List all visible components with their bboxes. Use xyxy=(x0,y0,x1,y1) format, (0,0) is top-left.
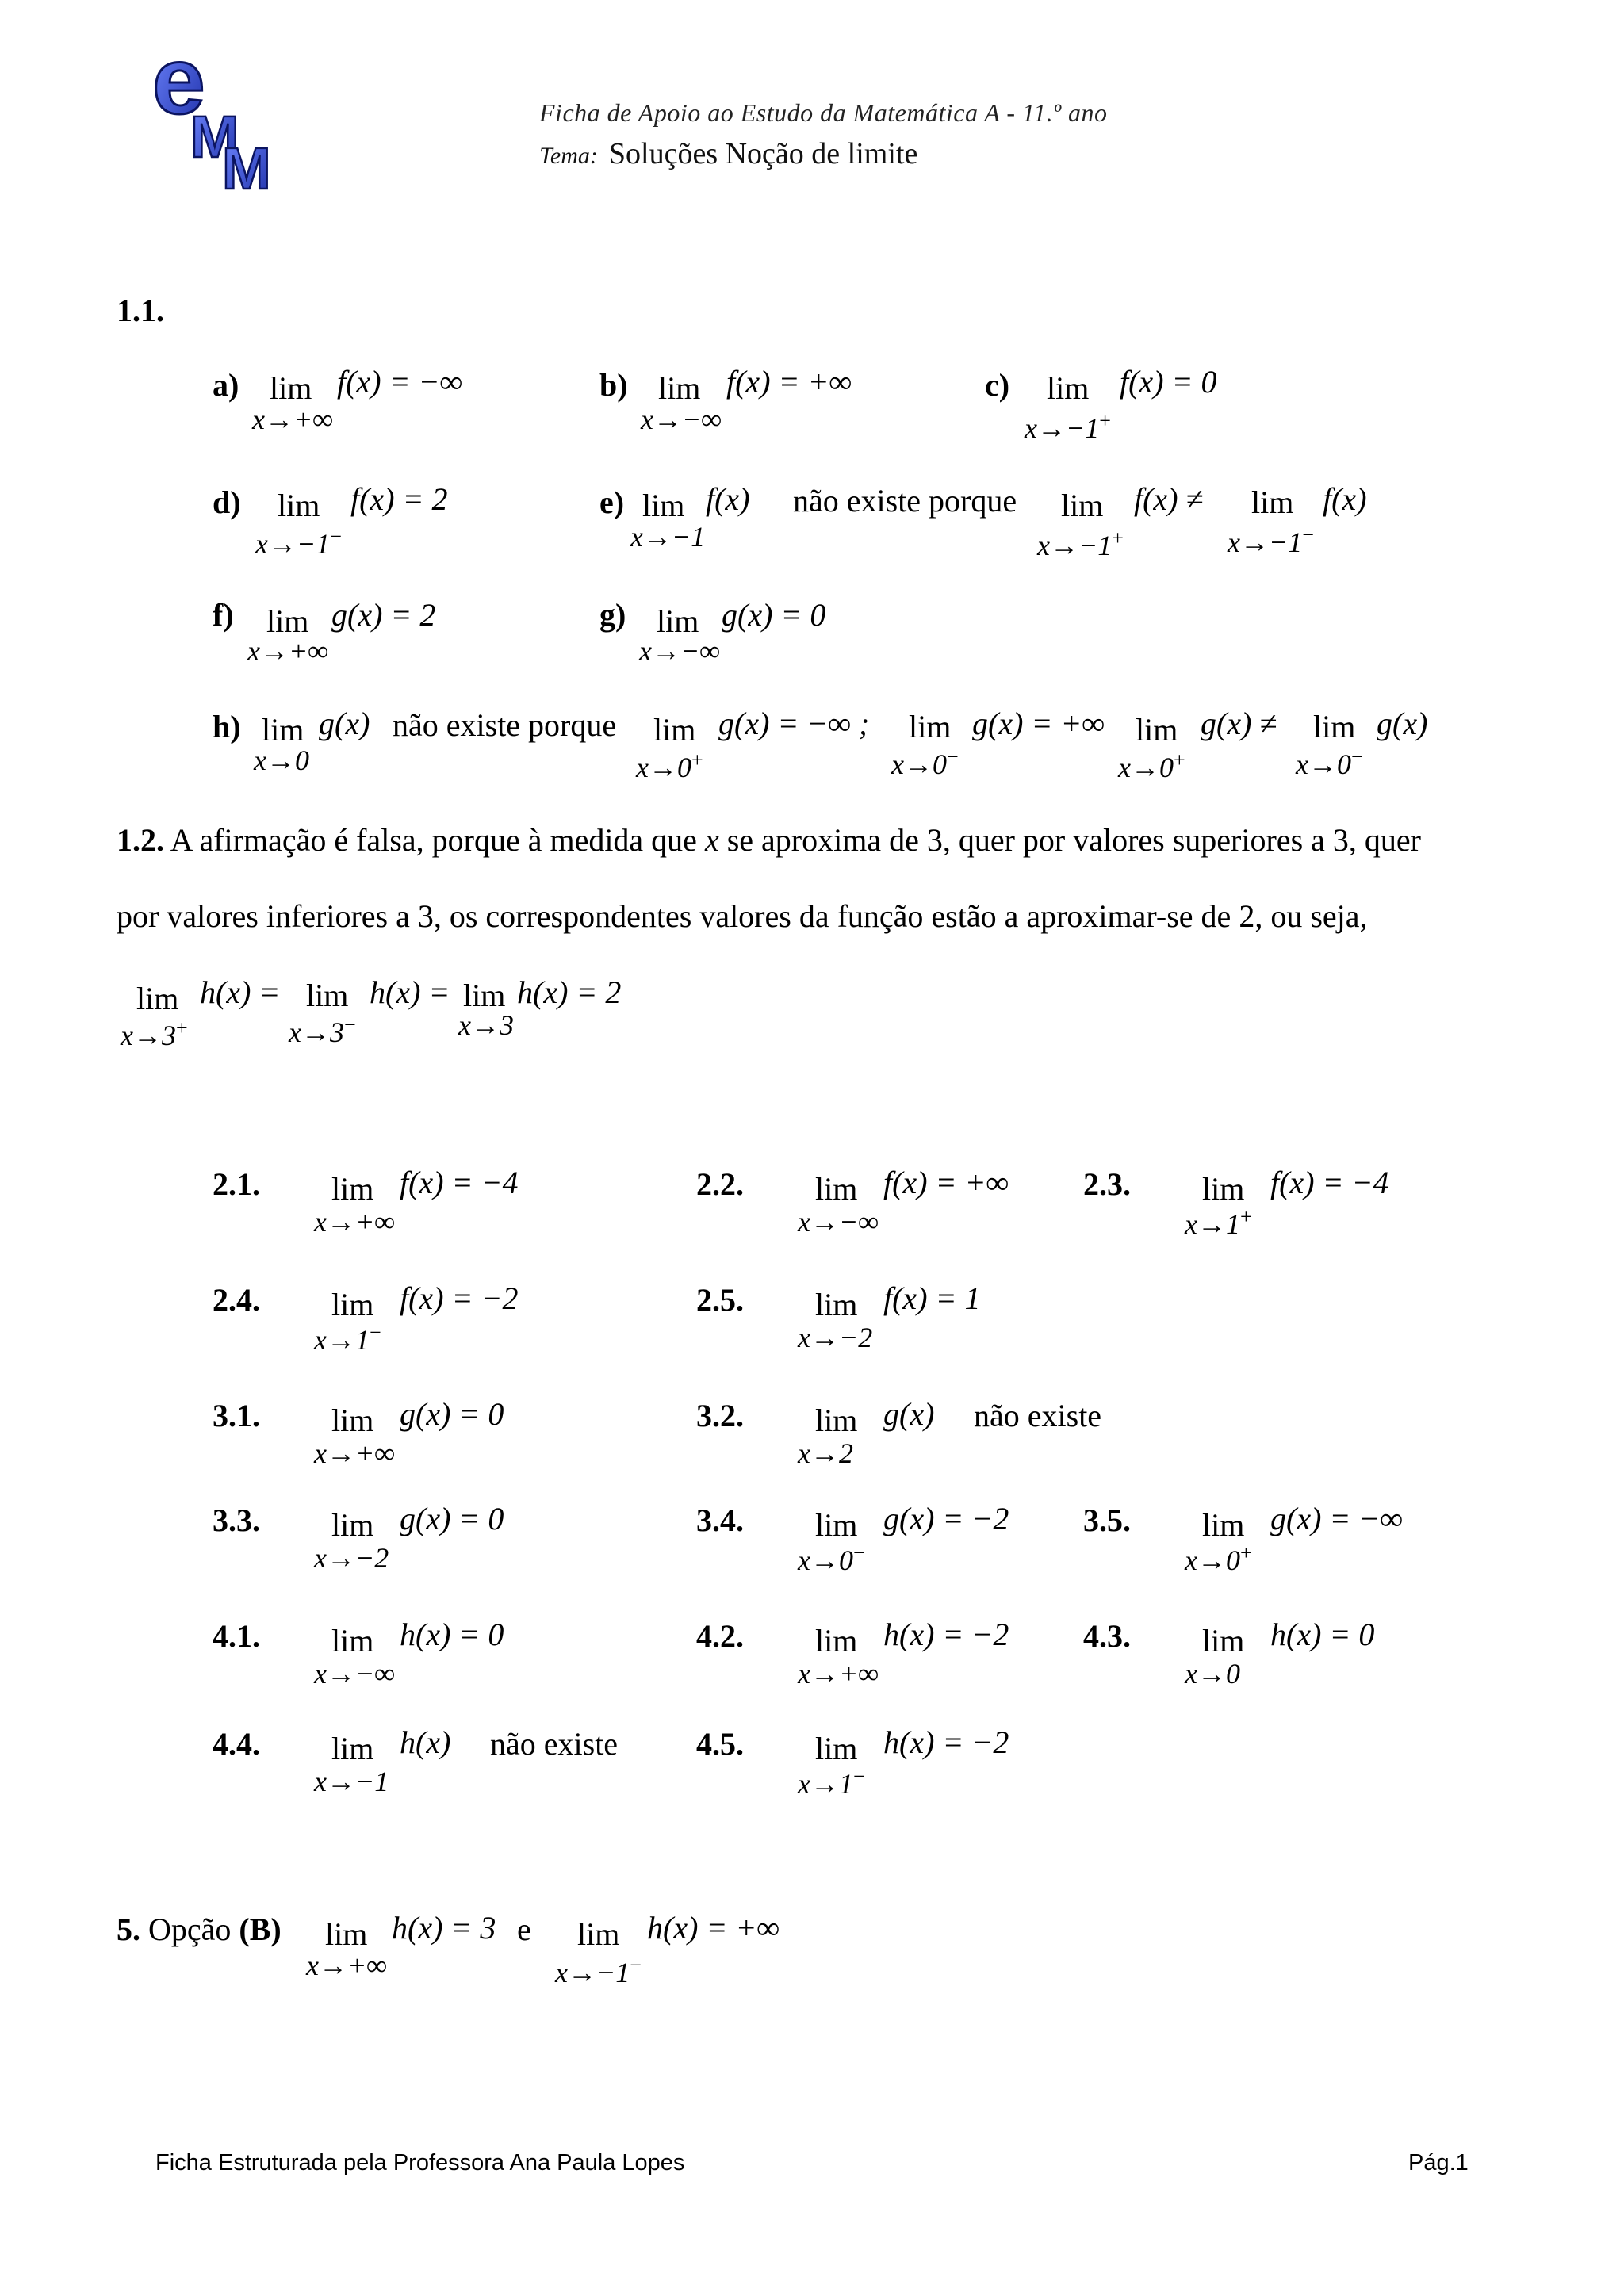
s5-lim2: lim xyxy=(577,1916,620,1952)
item-h-p2-sup: − xyxy=(946,745,959,768)
answer-4-3-sub xyxy=(1185,1657,1240,1690)
item-b-sub: x→−∞ xyxy=(641,404,722,435)
item-h-text: não existe porque xyxy=(393,707,617,743)
s5-e1: h(x) = 3 xyxy=(392,1910,496,1946)
answer-4-1-sub-text: x→−∞ xyxy=(314,1658,395,1689)
tema-label: Tema: xyxy=(539,143,598,169)
s5-and: e xyxy=(517,1911,531,1947)
s5-u2: − xyxy=(630,1954,642,1976)
item-h-p3-sub xyxy=(1118,748,1185,784)
answer-3-1-sub-text: x→+∞ xyxy=(314,1437,395,1469)
item-d-sub xyxy=(255,525,342,561)
eq-1-2-e3: h(x) = 2 xyxy=(517,974,622,1010)
item-h-p2: g(x) = +∞ xyxy=(972,706,1105,741)
answer-3-5-sup: + xyxy=(1239,1541,1252,1564)
item-h-p2-sub-text: x→0 xyxy=(891,748,947,780)
item-e-cmp-left-lim: lim xyxy=(1061,488,1104,523)
answer-4-1-label: 4.1. xyxy=(213,1618,260,1654)
answer-3-2-label: 3.2. xyxy=(696,1398,744,1433)
item-c-lim: lim xyxy=(1047,370,1090,406)
answer-4-4-lim: lim xyxy=(331,1731,374,1766)
section-1-2-label: 1.2. xyxy=(117,822,164,858)
item-h-expr: g(x) xyxy=(319,706,370,741)
answer-3-3-label: 3.3. xyxy=(213,1502,260,1538)
answer-4-4-sub xyxy=(314,1765,389,1798)
item-c-sub-text: x→−1 xyxy=(1025,412,1100,444)
item-f-expr: g(x) = 2 xyxy=(331,597,436,633)
section-1-2-line1 xyxy=(117,821,1421,859)
answer-4-1-lim: lim xyxy=(331,1623,374,1659)
item-e-cmp-left-sub-text: x→−1 xyxy=(1037,530,1113,561)
answer-3-3-lim: lim xyxy=(331,1507,374,1543)
answer-2-3-label: 2.3. xyxy=(1083,1166,1131,1202)
s5-s2 xyxy=(555,1954,642,1989)
answer-4-4-label: 4.4. xyxy=(213,1726,260,1762)
item-h-p2-sub xyxy=(891,745,959,781)
item-h-p1-sup: + xyxy=(691,748,703,771)
item-a-lim: lim xyxy=(270,370,312,406)
answer-2-5-sub xyxy=(798,1321,872,1354)
answer-4-2-label: 4.2. xyxy=(696,1618,744,1654)
answer-4-4-sub-text: x→−1 xyxy=(314,1766,389,1797)
answer-2-2-lim: lim xyxy=(815,1171,858,1207)
answer-2-4-label: 2.4. xyxy=(213,1282,260,1318)
answer-3-3-sub-text: x→−2 xyxy=(314,1542,389,1574)
item-g-sub: x→−∞ xyxy=(639,635,720,667)
item-h-p1-sub xyxy=(636,748,703,784)
item-f-label: f) xyxy=(213,597,234,633)
answer-3-5-label: 3.5. xyxy=(1083,1502,1131,1538)
answer-4-2-sub-text: x→+∞ xyxy=(798,1658,879,1689)
item-h-p1-lim: lim xyxy=(653,712,696,748)
answer-2-5-expr: f(x) = 1 xyxy=(883,1280,981,1316)
item-e-expr: f(x) xyxy=(706,481,750,517)
item-b-label: b) xyxy=(599,367,628,403)
answer-3-5-lim: lim xyxy=(1202,1507,1245,1543)
svg-text:M: M xyxy=(222,136,271,197)
answer-2-1-label: 2.1. xyxy=(213,1166,260,1202)
answer-4-4-expr: h(x) xyxy=(400,1724,451,1760)
answer-2-1-lim: lim xyxy=(331,1171,374,1207)
item-g-lim: lim xyxy=(657,603,699,639)
section-5-line xyxy=(117,1911,282,1948)
item-e-cmp-right-lim: lim xyxy=(1251,484,1294,520)
item-h-label: h) xyxy=(213,709,241,744)
answer-3-1-sub xyxy=(314,1437,395,1470)
item-c-expr: f(x) = 0 xyxy=(1120,364,1217,400)
answer-3-4-sub-text: x→0 xyxy=(798,1544,853,1576)
item-h-p4: g(x) xyxy=(1377,706,1428,741)
answer-3-5-sub xyxy=(1185,1541,1252,1577)
item-f-sub: x→+∞ xyxy=(247,635,328,667)
answer-2-3-sub xyxy=(1185,1205,1252,1241)
item-e-cmp-right-sub xyxy=(1228,523,1314,559)
item-h-p1-sub-text: x→0 xyxy=(636,752,691,783)
answer-4-5-expr: h(x) = −2 xyxy=(883,1724,1009,1760)
emm-logo xyxy=(143,38,293,197)
item-h-p3-sup: + xyxy=(1173,748,1185,771)
section-5-text: Opção xyxy=(148,1911,232,1947)
eq-1-2-lim3: lim xyxy=(463,978,506,1013)
item-d-sup: − xyxy=(330,525,342,548)
answer-3-1-label: 3.1. xyxy=(213,1398,260,1433)
answer-2-2-sub xyxy=(798,1205,879,1238)
answer-3-4-sup: − xyxy=(852,1541,865,1564)
answer-4-3-sub-text: x→0 xyxy=(1185,1658,1240,1689)
item-f-lim: lim xyxy=(266,603,309,639)
eq-1-2-s2 xyxy=(289,1013,356,1049)
eq-1-2-u1: + xyxy=(175,1016,188,1039)
answer-2-2-expr: f(x) = +∞ xyxy=(883,1165,1009,1200)
item-h-p3: g(x) ≠ xyxy=(1201,706,1277,741)
answer-2-4-sub-text: x→1 xyxy=(314,1324,370,1356)
answer-3-2-sub-text: x→2 xyxy=(798,1437,853,1469)
item-h-p3-sub-text: x→0 xyxy=(1118,752,1174,783)
s5-s2-text: x→−1 xyxy=(555,1957,630,1988)
eq-1-2-lim2: lim xyxy=(306,978,349,1013)
item-h-p4-sub xyxy=(1296,745,1363,781)
header-topic-line xyxy=(539,136,917,171)
item-g-label: g) xyxy=(599,597,626,633)
answer-3-5-expr: g(x) = −∞ xyxy=(1270,1501,1403,1536)
item-h-p2-lim: lim xyxy=(909,709,952,744)
svg-text:e: e xyxy=(152,38,205,134)
answer-3-4-label: 3.4. xyxy=(696,1502,744,1538)
answer-4-5-sup: − xyxy=(852,1765,865,1788)
answer-2-2-sub-text: x→−∞ xyxy=(798,1206,879,1238)
answer-4-1-sub xyxy=(314,1657,395,1690)
answer-4-5-sub xyxy=(798,1765,865,1800)
section-5-option: (B) xyxy=(239,1911,282,1947)
s5-s1: x→+∞ xyxy=(306,1950,387,1981)
item-a-expr: f(x) = −∞ xyxy=(337,364,463,400)
item-h-p4-sup: − xyxy=(1350,745,1363,768)
answer-3-2-lim: lim xyxy=(815,1402,858,1438)
answer-3-3-expr: g(x) = 0 xyxy=(400,1501,504,1536)
answer-3-4-expr: g(x) = −2 xyxy=(883,1501,1009,1536)
answer-3-3-sub xyxy=(314,1541,389,1575)
section-1-2-var: x xyxy=(704,822,719,858)
item-h-p4-sub-text: x→0 xyxy=(1296,748,1351,780)
answer-2-4-sup: − xyxy=(369,1321,381,1344)
s5-e2: h(x) = +∞ xyxy=(647,1910,779,1946)
answer-3-4-sub xyxy=(798,1541,865,1577)
item-h-p4-lim: lim xyxy=(1313,709,1356,744)
answer-3-2-expr: g(x) xyxy=(883,1396,935,1432)
answer-3-5-sub-text: x→0 xyxy=(1185,1544,1240,1576)
item-h-sub: x→0 xyxy=(254,744,309,776)
answer-3-2-sub xyxy=(798,1437,853,1470)
answer-4-2-lim: lim xyxy=(815,1623,858,1659)
answer-2-5-sub-text: x→−2 xyxy=(798,1322,873,1353)
answer-4-5-lim: lim xyxy=(815,1731,858,1766)
answer-2-1-expr: f(x) = −4 xyxy=(400,1165,519,1200)
answer-4-4-text: não existe xyxy=(490,1726,619,1762)
item-c-sup: + xyxy=(1099,409,1111,432)
eq-1-2-s3: x→3 xyxy=(458,1009,514,1041)
section-1-2-text1: A afirmação é falsa, porque à medida que xyxy=(170,822,697,858)
eq-1-2-s2-text: x→3 xyxy=(289,1016,344,1048)
answer-2-3-sub-text: x→1 xyxy=(1185,1208,1240,1240)
svg-text:M: M xyxy=(190,104,239,170)
footer-author: Ficha Estruturada pela Professora Ana Paula Lopes xyxy=(155,2150,685,2175)
item-b-expr: f(x) = +∞ xyxy=(726,364,852,400)
answer-2-4-sub xyxy=(314,1321,381,1357)
header-line1: Ficha de Apoio ao Estudo da Matemática A - 11.º ano xyxy=(539,98,1108,127)
item-h-p3-lim: lim xyxy=(1136,712,1178,748)
item-c-label: c) xyxy=(985,367,1010,403)
item-e-cmp-left-sup: + xyxy=(1112,526,1124,549)
answer-2-3-lim: lim xyxy=(1202,1171,1245,1207)
item-g-expr: g(x) = 0 xyxy=(722,597,826,633)
answer-3-1-lim: lim xyxy=(331,1402,374,1438)
item-e-label: e) xyxy=(599,484,625,520)
answer-4-2-sub xyxy=(798,1657,879,1690)
item-e-cmp-right-sub-text: x→−1 xyxy=(1228,526,1303,558)
answer-2-2-label: 2.2. xyxy=(696,1166,744,1202)
answer-3-4-lim: lim xyxy=(815,1507,858,1543)
item-h-p1: g(x) = −∞ ; xyxy=(718,706,870,741)
answer-2-1-sub-text: x→+∞ xyxy=(314,1206,395,1238)
answer-2-4-expr: f(x) = −2 xyxy=(400,1280,519,1316)
item-e-cmp-left-sub xyxy=(1037,526,1124,562)
answer-2-4-lim: lim xyxy=(331,1287,374,1322)
item-e-lim: lim xyxy=(642,488,685,523)
eq-1-2-lim1: lim xyxy=(136,981,179,1016)
item-e-cmp-right-sup: − xyxy=(1302,523,1314,546)
header-topic: Soluções Noção de limite xyxy=(608,137,918,170)
item-e-cmp-right: f(x) xyxy=(1323,481,1367,517)
answer-2-3-expr: f(x) = −4 xyxy=(1270,1165,1389,1200)
item-e-sub: x→−1 xyxy=(630,521,706,553)
answer-2-5-label: 2.5. xyxy=(696,1282,744,1318)
answer-4-1-expr: h(x) = 0 xyxy=(400,1617,504,1652)
eq-1-2-s1-text: x→3 xyxy=(121,1020,176,1051)
answer-4-3-lim: lim xyxy=(1202,1623,1245,1659)
answer-2-3-sup: + xyxy=(1239,1205,1252,1228)
item-b-lim: lim xyxy=(658,370,701,406)
eq-1-2-e2: h(x) = xyxy=(370,974,450,1010)
item-a-sub: x→+∞ xyxy=(252,404,333,435)
answer-4-3-expr: h(x) = 0 xyxy=(1270,1617,1375,1652)
section-5-label: 5. xyxy=(117,1911,140,1947)
footer-page: Pág.1 xyxy=(1408,2150,1469,2175)
item-d-label: d) xyxy=(213,484,241,520)
item-d-lim: lim xyxy=(278,488,320,523)
item-e-cmp-left: f(x) ≠ xyxy=(1134,481,1204,517)
item-e-text: não existe porque xyxy=(793,483,1017,519)
answer-4-5-sub-text: x→1 xyxy=(798,1768,853,1800)
answer-3-1-expr: g(x) = 0 xyxy=(400,1396,504,1432)
answer-3-2-text: não existe xyxy=(974,1398,1102,1433)
s5-lim1: lim xyxy=(325,1916,368,1952)
answer-2-5-lim: lim xyxy=(815,1287,858,1322)
answer-2-1-sub xyxy=(314,1205,395,1238)
answer-4-2-expr: h(x) = −2 xyxy=(883,1617,1009,1652)
item-h-lim: lim xyxy=(262,712,304,748)
item-d-sub-text: x→−1 xyxy=(255,528,331,560)
section-1-2-text2: se aproxima de 3, quer por valores superiores a 3, quer xyxy=(726,822,1421,858)
eq-1-2-s1 xyxy=(121,1016,188,1052)
eq-1-2-e1: h(x) = xyxy=(200,974,281,1010)
item-a-label: a) xyxy=(213,367,239,403)
section-1-2-line2: por valores inferiores a 3, os correspondentes valores da função estão a aproximar-se de 2, ou seja, xyxy=(117,898,1368,934)
answer-4-5-label: 4.5. xyxy=(696,1726,744,1762)
answer-4-3-label: 4.3. xyxy=(1083,1618,1131,1654)
item-d-expr: f(x) = 2 xyxy=(350,481,448,517)
item-c-sub xyxy=(1025,409,1111,445)
eq-1-2-u2: − xyxy=(343,1013,356,1036)
section-1-1-label: 1.1. xyxy=(117,293,164,328)
